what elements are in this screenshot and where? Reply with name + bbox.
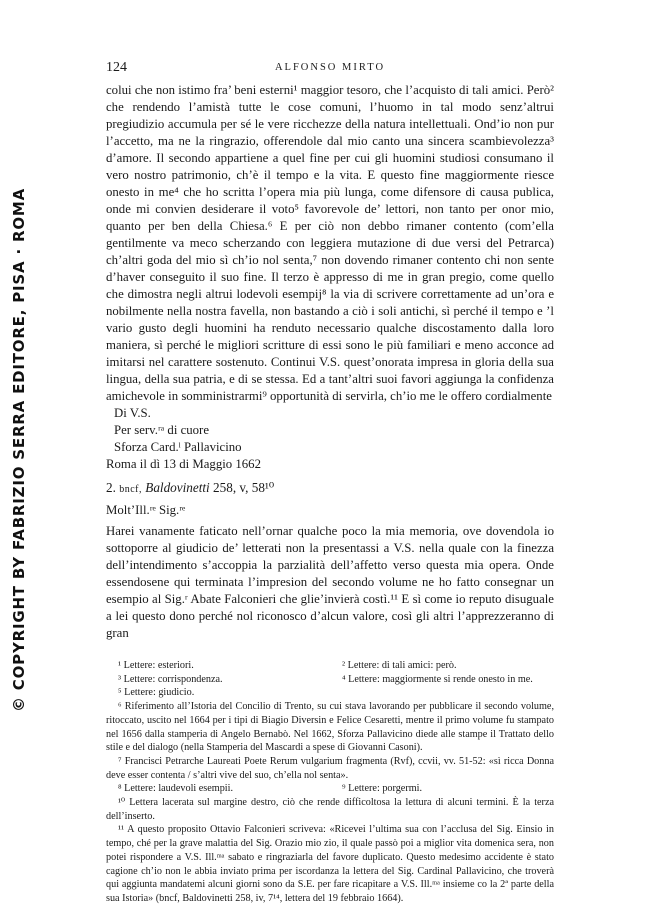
footnote: ⁹ Lettere: porgermi.: [342, 783, 423, 795]
footnote: ⁷ Francisci Petrarche Laureati Poete Rerum vulgarium fragmenta (Rvf), ccvii, vv. 51-52: «sì ricca Donna deve esser contenta / s’altri vive del suo, ch’ella nol senta».: [106, 755, 554, 781]
closing-line: Sforza Card.ˡ Pallavicino: [114, 440, 242, 454]
page-header: [106, 60, 554, 80]
closing-line: Per serv.ʳᵃ di cuore: [114, 423, 209, 437]
letter-1-paragraph: colui che non istimo fra’ beni esterni¹ maggior tesoro, che l’acquisto di tali amici. Però² che rendendo l’amistà tutte le cose comuni, l’huomo in tal modo senz’altrui pregiudizio accumula per sé le vere ricchezze della natura intellettuali. Ond’io non pur l’accetto, ma ne la ringrazio, offerendole dal mio canto una sincera scambievolezza³ d’amore. Il secondo appartiene a quel fine per cui gli huomini studiosi consumano il vero nostro patrimonio, ch’è il tempo e la vita. E questo fine maggiormente riesce onesto in me⁴ che ho scritta l’opera mia più lunga, come difensore di causa publica, onde mi convien desiderare il voto⁵ favorevole de’ lettori, non tanto per onor mio, quanto per ben della Chiesa.⁶ E per ciò non debbo rimaner contento (com’ella gentilmente va meco scherzando con leggiera mutazione di due versi del Petrarca) ch’altri goda del mio sì ch’io nol senta,⁷ non dovendo rimaner contento chi non sente d’haver conseguito il suo fine. Il terzo è appresso di me in gran pregio, come quello che dimostra negli altrui lodevoli esempij⁸ la via di scrivere correttamente ad un’ora e nobilmente nella nostra favella, non bastando a ciò i soli antichi, sì perché il tempo e ’l vario gusto degli huomini ha renduto necessario qualche discostamento dalla loro maniera, sì perché le migliori scritture di essi sono le più familiari e meno acconce ad imitarsi nel carattere sostenuto. Continui V.S. quest’onorata impresa in gloria della sua lingua, della sua patria, e di se stessa. Ed a tant’altri suoi favori aggiunga la confidenza amichevole in somministrarmi⁹ opportunità di servirla, ch’io me le offero cordialmente: [106, 83, 554, 403]
footnote-row: [106, 782, 554, 796]
copyright-notice: © COPYRIGHT BY FABRIZIO SERRA EDITORE, PISA · ROMA: [10, 187, 29, 713]
footnote: ⁸ Lettere: laudevoli esempii.: [118, 783, 234, 795]
letter-number: 2.: [106, 480, 116, 495]
footnote: ⁴ Lettere: maggiormente si rende onesto in me.: [342, 673, 533, 685]
letter-date: Roma il dì 13 di Maggio 1662: [106, 457, 261, 471]
letter-2-paragraph: Harei vanamente faticato nell’ornar qualche poco la mia memoria, ove dovendola io sottoporre al giudicio de’ letterati non la presentassi a V.S. nella quale con la finezza dell’intendimento s’accoppia la parzialità dell’affetto verso questa mia opera. Onde essendosene qui terminata l’impresion del secondo volume ne ho fatto consegnar un esempio al Sig.ʳ Abate Falconieri che glie’invierà costì.¹¹ E sì come io reputo disuguale a lei questo dono perché nol riconosco d’alcun valore, così gli altri l’apprezzeranno di gran: [106, 524, 554, 640]
letter-1-closing: [106, 405, 554, 473]
running-head: ALFONSO MIRTO: [274, 62, 386, 73]
footnotes: [106, 659, 554, 906]
footnote: ¹⁰ Lettera lacerata sul margine destro, ciò che rende difficoltosa la lettura di alcuni termini. È la terza dell’inserto.: [106, 797, 554, 822]
copyright-sidebar: [4, 187, 34, 713]
letter-2-heading: [106, 479, 554, 498]
letter-2-salutation: Molt’Ill.ʳᵉ Sig.ʳᵉ: [106, 503, 186, 517]
page: [106, 60, 554, 906]
footnote: ⁵ Lettere: giudicio.: [118, 687, 195, 699]
body-text: [106, 82, 554, 642]
footnote-row: [106, 659, 554, 673]
footnote: ⁶ Riferimento all’Istoria del Concilio di Trento, su cui stava lavorando per pubblicare il secondo volume, ritoccato, uscito nel 1664 per i tipi di Biagio Diversin e Felice Cesaretti, mentre il primo volume fu stampato nel 1656 dalla stamperia di Angelo Bernabò. Nel 1662, Sforza Pallavicino diede alle stampe il Trattato dello stile e del dialogo (nella Stamperia del Mascardi a spese di Giovanni Casoni).: [106, 701, 554, 754]
closing-line: Di V.S.: [114, 406, 151, 420]
footnote-row: [106, 673, 554, 687]
footnote: ¹ Lettere: esteriori.: [118, 660, 194, 671]
archive-fund: Baldovinetti: [145, 480, 210, 495]
footnote: ³ Lettere: corrispondenza.: [118, 673, 223, 685]
footnote: ¹¹ A questo proposito Ottavio Falconieri scriveva: «Ricevei l’ultima sua con l’acclusa del Sig. Einsio in tempo, ché per la grave malattia del Sig. Orazio mio zio, il quale passò poi a miglior vita domenica sera, non potei rispondere a V.S. Ill.ᵐᵃ sabato e ringraziarla del favore duplicato. Questo medesimo accidente è stato cagione ch’io non le abbia inviato prima per iscordanza la lettera del Sig. Cardinal Pallavicino, che troverà qui aggiunta mandatemi alcuni giorni sono da S.E. per fare ricapitare a V.S. Ill.ᵐᵃ insieme co la 2ª parte della sua Istoria» (bncf, Baldovinetti 258, iv, 7¹⁴, lettera del 19 febbraio 1664).: [106, 824, 554, 904]
archive-abbreviation: bncf,: [119, 484, 142, 495]
page-number: 124: [106, 60, 127, 75]
footnote: ² Lettere: di tali amici: però.: [342, 660, 457, 671]
archive-reference: 258, v, 58¹⁰: [213, 480, 275, 495]
